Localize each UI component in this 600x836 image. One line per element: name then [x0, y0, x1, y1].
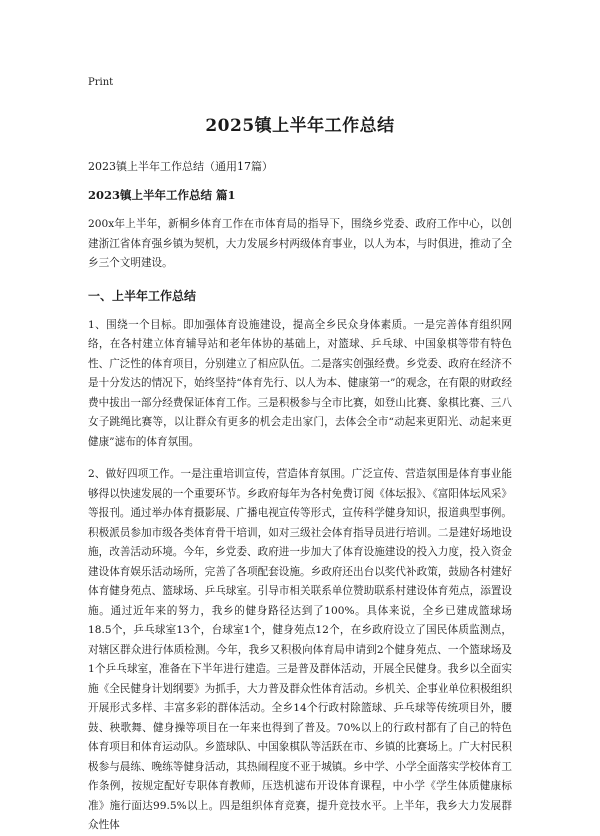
print-link[interactable]: Print — [88, 77, 114, 88]
page-title: 2025镇上半年工作总结 — [205, 116, 395, 136]
intro-paragraph: 200x年上半年，新桐乡体育工作在市体育局的指导下，围绕乡党委、政府工作中心，以创建浙江省体育强乡镇为契机，大力发展乡村两级体育事业，以人为本，与时俱进，推动了全乡三个文明建设。 — [88, 218, 512, 269]
article-heading: 2023镇上半年工作总结 篇1 — [88, 188, 236, 202]
body-paragraph-2: 2、做好四项工作。一是注重培训宣传，营造体育氛围。广泛宣传、营造氛围是体育事业能够得以快速发展的一个重要环节。乡政府每年为各村免费订阅《体坛报》、《富阳体坛风采》等报刊。通过举办体育摄影展、广播电视宣传等形式，宣传科学健身知识，报道典型事例。积极派员参加市级各类体育骨干培训，如对三级社会体育指导员进行培训。二是建好场地设施，改善活动环境。今年，乡党委、政府进一步加大了体育设施建设的投入力度，投入资金建设体育娱乐活动场所，完善了各项配套设施。乡政府还出台以奖代补政策，鼓励各村建好体育健身苑点、篮球场、乒乓球室。引导市相关联系单位赞助联系村建设体育苑点，添置设施。通过近年来的努力，我乡的健身路径达到了100%。具体来说，全乡已建成篮球场18.5个，乒乓球室13个，台球室1个，健身苑点12个，在乡政府设立了国民体质监测点，对辖区群众进行体质检测。今年，我乡又积极向体育局申请到2个健身苑点、一个篮球场及1个乒乓球室，准备在下半年进行建造。三是普及群体活动，开展全民健身。我乡以全面实施《全民健身计划纲要》为抓手，大力普及群众性体育活动。乡机关、企事业单位积极组织开展形式多样、丰富多彩的群体活动。全乡14个行政村除篮球、乒乓球等传统项目外，腰鼓、秧歌舞、健身操等项目在一年来也得到了普及。70%以上的行政村都有了自己的特色体育项目和体育运动队。乡篮球队、中国象棋队等活跃在市、乡镇的比赛场上。广大村民积极参与晨练、晚练等健身活动，其热闹程度不亚于城镇。乡中学、小学全面落实学校体育工作条例，按规定配好专职体育教师，压迭机滤布开设体育课程，中小学《学生体质健康标准》施行面达99.5%以上。四是组织体育竞赛，提升竞技水平。上半年，我乡大力发展群众性体 — [88, 468, 512, 831]
body-paragraph-1: 1、围绕一个目标。即加强体育设施建设，提高全乡民众身体素质。一是完善体育组织网络，在各村建立体育辅导站和老年体协的基础上，对篮球、乒乓球、中国象棋等带有特色性、广泛性的体育项目，分别建立了相应队伍。二是落实创强经费。乡党委、政府在经济不是十分发达的情况下，始终坚持“体育先行、以人为本、健康第一”的观念，在有限的财政经费中拔出一部分经费保证体育工作。三是积极参与全市比赛，如登山比赛、象棋比赛、三八女子跳绳比赛等，以让群众有更多的机会走出家门，去体会全市“动起来更阳光、动起来更健康”滤布的体育氛围。 — [88, 318, 512, 448]
section-heading: 一、上半年工作总结 — [88, 288, 197, 303]
document-subtitle: 2023镇上半年工作总结（通用17篇） — [88, 160, 273, 173]
